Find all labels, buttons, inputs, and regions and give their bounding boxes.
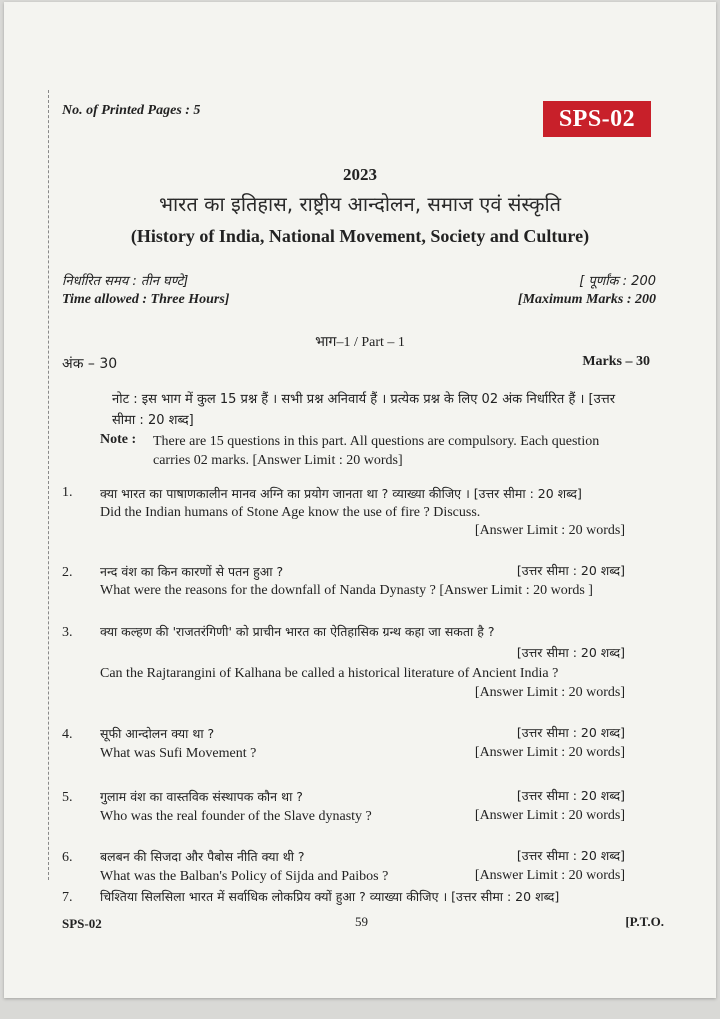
question-number: 1. (62, 485, 73, 500)
note-label: Note : (100, 432, 137, 447)
question-hindi: चिश्तिया सिलसिला भारत में सर्वाधिक लोकप्रिय क्यों हुआ ? व्याख्या कीजिए । [उत्तर सीमा : 20 शब्द] (100, 889, 560, 904)
max-marks-english: [Maximum Marks : 200 (517, 292, 656, 307)
answer-limit-english: [Answer Limit : 20 words] (474, 868, 625, 883)
footer-page-number: 59 (355, 914, 368, 929)
question-english: Did the Indian humans of Stone Age know the use of fire ? Discuss. (100, 505, 481, 520)
footer-pto: [P.T.O. (625, 914, 664, 929)
paper-code-badge: SPS-02 (543, 101, 651, 137)
question-english: Who was the real founder of the Slave dynasty ? (100, 809, 372, 824)
question-hindi: गुलाम वंश का वास्तविक संस्थापक कौन था ? (100, 789, 303, 804)
title-english: (History of India, National Movement, Society and Culture) (130, 226, 590, 246)
question-english: Can the Rajtarangini of Kalhana be called a historical literature of Ancient India ? (100, 666, 559, 681)
answer-limit-hindi: [उत्तर सीमा : 20 शब्द] (516, 848, 625, 863)
time-allowed-hindi: निर्धारित समय : तीन घण्टे] (62, 274, 189, 289)
question-hindi: क्या कल्हण की 'राजतरंगिणी' को प्राचीन भारत का ऐतिहासिक ग्रन्थ कहा जा सकता है ? (100, 624, 495, 639)
question-english: What was Sufi Movement ? (100, 746, 257, 761)
part-marks-english: Marks – 30 (582, 354, 650, 369)
part-marks-hindi: अंक – 30 (62, 356, 118, 372)
note-hindi: नोट : इस भाग में कुल 15 प्रश्न हैं । सभी प्रश्न अनिवार्य हैं । प्रत्येक प्रश्न के लिए 02 अंक निर्धारित हैं । [उत्तर सीमा : 20 शब्द] (112, 392, 616, 428)
question-number: 7. (62, 890, 73, 905)
question-hindi: बलबन की सिजदा और पैबोस नीति क्या थी ? (100, 849, 305, 864)
exam-year: 2023 (343, 165, 377, 184)
answer-limit-english: [Answer Limit : 20 words] (474, 685, 625, 700)
question-hindi: सूफी आन्दोलन क्या था ? (100, 726, 215, 741)
question-english: What were the reasons for the downfall of Nanda Dynasty ? [Answer Limit : 20 words ] (100, 583, 593, 598)
answer-limit-english: [Answer Limit : 20 words] (474, 523, 625, 538)
question-number: 2. (62, 565, 73, 580)
answer-limit-english: [Answer Limit : 20 words] (474, 745, 625, 760)
title-hindi: भारत का इतिहास, राष्ट्रीय आन्दोलन, समाज एवं संस्कृति (158, 192, 562, 216)
part-heading: भाग–1 / Part – 1 (315, 335, 405, 350)
question-number: 5. (62, 790, 73, 805)
footer-paper-code: SPS-02 (62, 916, 102, 931)
question-english: What was the Balban's Policy of Sijda and Paibos ? (100, 869, 389, 884)
question-hindi: क्या भारत का पाषाणकालीन मानव अग्नि का प्रयोग जानता था ? व्याख्या कीजिए । [उत्तर सीमा : 20 शब्द] (100, 486, 582, 501)
answer-limit-hindi: [उत्तर सीमा : 20 शब्द] (516, 563, 625, 578)
answer-limit-hindi: [उत्तर सीमा : 20 शब्द] (516, 788, 625, 803)
printed-pages-label: No. of Printed Pages : 5 (62, 103, 201, 118)
time-allowed-english: Time allowed : Three Hours] (62, 292, 230, 307)
max-marks-hindi: [ पूर्णांक : 200 (579, 274, 656, 289)
answer-limit-hindi: [उत्तर सीमा : 20 शब्द] (516, 645, 625, 660)
note-english: There are 15 questions in this part. All questions are compulsory. Each question carries 02 marks. [Answer Limit : 20 words] (153, 434, 600, 468)
answer-limit-english: [Answer Limit : 20 words] (474, 808, 625, 823)
answer-limit-hindi: [उत्तर सीमा : 20 शब्द] (516, 725, 625, 740)
question-number: 6. (62, 850, 73, 865)
question-number: 3. (62, 625, 73, 640)
question-hindi: नन्द वंश का किन कारणों से पतन हुआ ? (100, 564, 284, 579)
question-number: 4. (62, 727, 73, 742)
